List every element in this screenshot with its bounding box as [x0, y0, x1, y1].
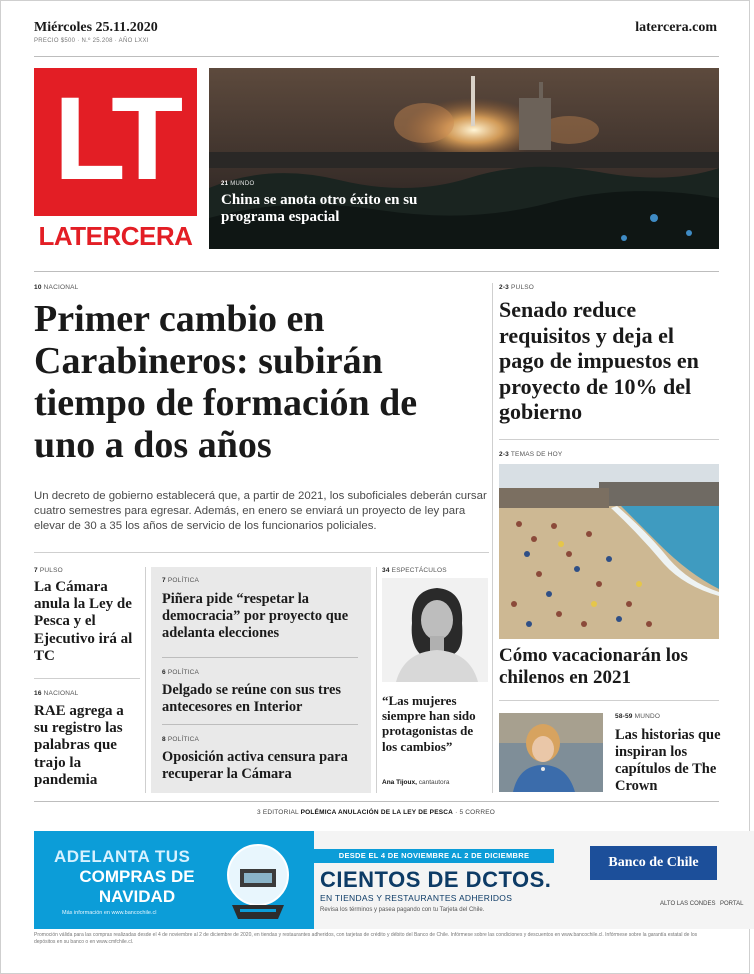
footer-rule — [34, 801, 719, 802]
bank-logo[interactable]: Banco de Chile — [590, 846, 717, 880]
partner-logos — [570, 891, 750, 921]
snow-globe-icon — [220, 841, 296, 921]
partner-logo: ALTO LAS CONDES — [660, 901, 716, 907]
lower-col-divider-2 — [376, 567, 377, 793]
right-divider-2 — [499, 700, 719, 701]
quote-credit: Ana Tijoux, cantautora — [382, 779, 450, 786]
ana-tijoux-portrait — [382, 578, 488, 682]
right-bottom-headline[interactable]: Las historias que inspiran los capítulos de The Crown — [615, 727, 721, 794]
hero-headline[interactable]: China se anota otro éxito en su programa espacial — [221, 192, 418, 225]
footer-teaser[interactable]: 3 EDITORIAL POLÉMICA ANULACIÓN DE LA LEY DE PESCA · 5 CORREO — [257, 809, 495, 816]
quote-kicker: 34 ESPECTÁCULOS — [382, 567, 447, 574]
ad-url: Más información en www.bancochile.cl — [62, 910, 157, 916]
logo-letters: LT — [53, 73, 178, 205]
bank-advertisement[interactable] — [34, 831, 744, 929]
ad-offer-terms: Revisa los términos y pasea pagando con tu Tarjeta del Chile. — [320, 907, 485, 913]
politics-divider-2 — [162, 724, 358, 725]
beach-photo[interactable] — [499, 464, 719, 639]
hero-kicker: 21 MUNDO — [221, 181, 255, 187]
logo-mark — [34, 68, 197, 216]
the-crown-image — [499, 713, 603, 792]
left-1-headline[interactable]: La Cámara anula la Ley de Pesca y el Ejecutivo irá al TC — [34, 579, 133, 664]
partner-logo: PORTAL — [720, 901, 744, 907]
ad-date-bar: DESDE EL 4 DE NOVIEMBRE AL 2 DE DICIEMBRE — [314, 849, 554, 863]
politics-1-kicker: 7 POLÍTICA — [162, 577, 200, 584]
politics-2-headline[interactable]: Delgado se reúne con sus tres antecesores en Interior — [162, 682, 341, 715]
issue-date: Miércoles 25.11.2020 — [34, 20, 158, 35]
left-divider — [34, 678, 140, 679]
portrait-photo[interactable] — [382, 578, 488, 682]
right-top-headline[interactable]: Senado reduce requisitos y deja el pago de impuestos en proyecto de 10% del gobierno — [499, 297, 699, 424]
lower-col-divider — [145, 567, 146, 793]
column-divider — [492, 283, 493, 793]
ad-headline-1: ADELANTA TUS — [54, 847, 191, 866]
left-2-headline[interactable]: RAE agrega a su registro las palabras que trajo la pandemia — [34, 703, 124, 788]
ad-offer-sub: EN TIENDAS Y RESTAURANTES ADHERIDOS — [320, 893, 513, 903]
right-mid-kicker: 2-3 TEMAS DE HOY — [499, 451, 563, 458]
main-kicker: 10 NACIONAL — [34, 284, 79, 291]
lower-rule — [34, 552, 489, 553]
pull-quote: “Las mujeres siempre han sido protagonistas de los cambios” — [382, 693, 476, 754]
right-bottom-kicker: 58-59 MUNDO — [615, 713, 661, 720]
section-rule — [34, 271, 719, 272]
ad-offer-panel — [314, 831, 754, 929]
left-2-kicker: 16 NACIONAL — [34, 690, 79, 697]
logo-wordmark: LATERCERA — [38, 221, 193, 251]
hero-photo[interactable] — [209, 68, 719, 249]
beach-image — [499, 464, 719, 639]
site-link[interactable]: latercera.com — [635, 20, 717, 35]
politics-1-headline[interactable]: Piñera pide “respetar la democracia” por proyecto que adelanta elecciones — [162, 591, 349, 641]
politics-2-kicker: 6 POLÍTICA — [162, 669, 200, 676]
ad-legal-text: Promoción válida para las compras realizadas desde el 4 de noviembre al 2 de diciembre de 2020, en tiendas y restaurantes adheridos, con tarjetas de crédito y débito del Banco de Chile. Infórmese sobre las condiciones y descuentos en www.bancochile.cl. Infórmese sobre la garantía estatal de los depósitos en su banco o en www.cmfchile.cl. — [34, 932, 698, 945]
right-divider — [499, 439, 719, 440]
politics-3-kicker: 8 POLÍTICA — [162, 736, 200, 743]
politics-3-headline[interactable]: Oposición activa censura para recuperar la Cámara — [162, 749, 348, 782]
ad-offer-title: CIENTOS DE DCTOS. — [320, 867, 552, 892]
masthead-rule — [34, 56, 719, 57]
main-headline[interactable]: Primer cambio en Carabineros: subirán tiempo de formación de uno a dos años — [34, 298, 418, 466]
main-lede: Un decreto de gobierno establecerá que, a partir de 2021, los suboficiales deberán cursar cuatro semestres para egresar. Además, en enero se enviará un proyecto de ley para elevar de 30 a 35 los años de servicio de los funcionarios policiales. — [34, 490, 487, 532]
right-mid-headline[interactable]: Cómo vacacionarán los chilenos en 2021 — [499, 645, 688, 688]
politics-divider-1 — [162, 657, 358, 658]
issue-details: PRECIO $500 · N.º 25.208 · AÑO LXXI — [34, 38, 149, 44]
left-1-kicker: 7 PULSO — [34, 567, 63, 574]
ad-headline-2: COMPRAS DE NAVIDAD — [79, 867, 195, 906]
right-top-kicker: 2-3 PULSO — [499, 284, 535, 291]
crown-photo[interactable] — [499, 713, 603, 792]
